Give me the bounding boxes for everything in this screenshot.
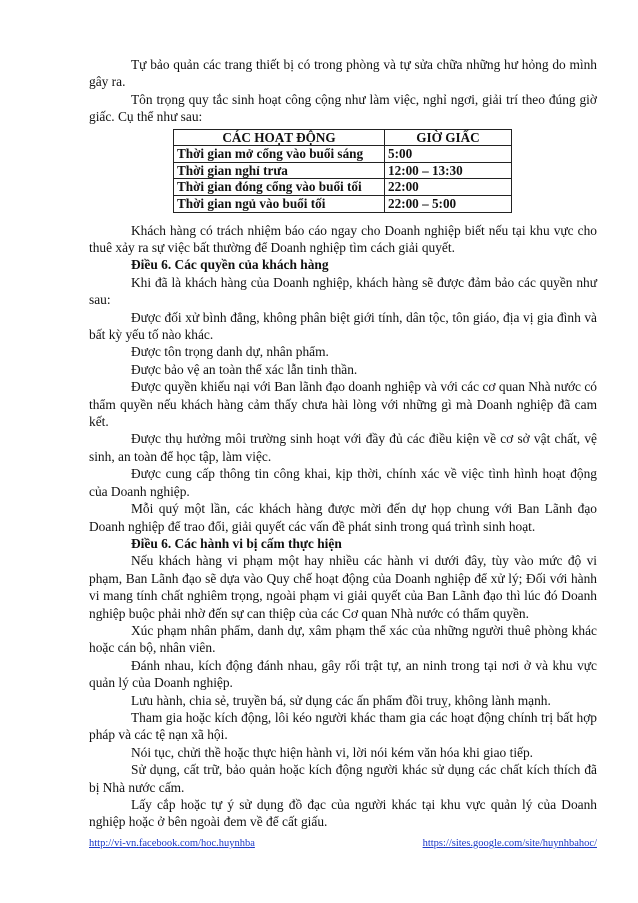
column-header-time: GIỜ GIẤC xyxy=(385,129,512,146)
paragraph: Được thụ hưởng môi trường sinh hoạt với đầy đủ các điều kiện về cơ sở vật chất, vệ sinh, an toàn để học tập, làm việc. xyxy=(89,431,597,464)
paragraph: Được quyền khiếu nại với Ban lãnh đạo doanh nghiệp và với các cơ quan Nhà nước có thẩm quyền nếu khách hàng cảm thấy chưa hài lòng với những gì mà Doanh nghiệp đã cam kết. xyxy=(89,379,597,430)
activity-cell: Thời gian nghỉ trưa xyxy=(174,162,385,179)
paragraph: Tham gia hoặc kích động, lôi kéo người khác tham gia các hoạt động chính trị bất hợp pháp và các tệ nạn xã hội. xyxy=(89,709,597,743)
schedule-table xyxy=(173,129,512,213)
paragraph: Nói tục, chửi thề hoặc thực hiện hành vi, lời nói kém văn hóa khi giao tiếp. xyxy=(131,744,534,760)
table-header-row xyxy=(174,129,512,146)
activity-cell: Thời gian mở cổng vào buổi sáng xyxy=(174,146,385,163)
paragraph: Khi đã là khách hàng của Doanh nghiệp, khách hàng sẽ được đảm bảo các quyền như sau: xyxy=(89,274,597,308)
time-cell: 22:00 xyxy=(385,179,512,196)
section-heading-rights: Điều 6. Các quyền của khách hàng xyxy=(131,257,329,273)
column-header-activity: CÁC HOẠT ĐỘNG xyxy=(174,129,385,146)
time-cell: 22:00 – 5:00 xyxy=(385,196,512,213)
paragraph: Khách hàng có trách nhiệm báo cáo ngay cho Doanh nghiệp biết nếu tại khu vực cho thuê xảy ra sự việc bất thường để Doanh nghiệp tìm cách giải quyết. xyxy=(89,222,597,255)
paragraph: Được đối xử bình đẳng, không phân biệt giới tính, dân tộc, tôn giáo, địa vị gia đình và bất kỳ yếu tố nào khác. xyxy=(89,309,597,343)
table-row xyxy=(174,146,512,163)
google-sites-link[interactable]: https://sites.google.com/site/huynhbahoc/ xyxy=(422,838,597,849)
time-cell: 5:00 xyxy=(385,146,512,163)
activity-cell: Thời gian ngủ vào buổi tối xyxy=(174,196,385,213)
paragraph: Sử dụng, cất trữ, bảo quản hoặc kích động người khác sử dụng các chất kích thích đã bị Nhà nước cấm. xyxy=(89,762,597,795)
paragraph: Xúc phạm nhân phẩm, danh dự, xâm phạm thể xác của những người thuê phòng khác hoặc cán bộ, nhân viên. xyxy=(89,622,597,656)
paragraph: Được bảo vệ an toàn thể xác lẫn tinh thần. xyxy=(131,361,358,377)
table-row xyxy=(174,196,512,213)
paragraph: Lấy cắp hoặc tự ý sử dụng đồ đạc của người khác tại khu vực quản lý của Doanh nghiệp hoặc ở bên ngoài đem về để cất giấu. xyxy=(89,797,597,830)
paragraph: Đánh nhau, kích động đánh nhau, gây rối trật tự, an ninh trong tại nơi ở và khu vực quản lý của Doanh nghiệp. xyxy=(89,657,597,691)
table-row xyxy=(174,179,512,196)
page-footer xyxy=(89,838,597,852)
paragraph: Được cung cấp thông tin công khai, kịp thời, chính xác về việc tình hình hoạt động của Doanh nghiệp. xyxy=(89,466,597,499)
paragraph: Tự bảo quản các trang thiết bị có trong phòng và tự sửa chữa những hư hỏng do mình gây ra. xyxy=(89,57,597,90)
paragraph: Nếu khách hàng vi phạm một hay nhiều các hành vi dưới đây, tùy vào mức độ vi phạm, Ban Lãnh đạo sẽ dựa vào Quy chế hoạt động của Doanh nghiệp để xử lý; Đối với hành vi mang tính chất nghiêm trọng, ngoài phạm vi giải quyết của Ban Lãnh đạo thì lúc đó Doanh nghiệp buộc phải nhờ đến sự can thiệp của các Cơ quan Nhà nước có thẩm quyền. xyxy=(89,553,597,621)
facebook-link[interactable]: http://vi-vn.facebook.com/hoc.huynhba xyxy=(89,838,255,849)
document-body xyxy=(89,56,597,831)
paragraph: Mỗi quý một lần, các khách hàng được mời đến dự họp chung với Ban Lãnh đạo Doanh nghiệp để trao đổi, giải quyết các vấn đề phát sinh trong quá trình sinh hoạt. xyxy=(89,501,597,534)
paragraph: Lưu hành, chia sẻ, truyền bá, sử dụng các ấn phẩm đồi truỵ, không lành mạnh. xyxy=(131,692,551,708)
activity-cell: Thời gian đóng cổng vào buổi tối xyxy=(174,179,385,196)
paragraph: Tôn trọng quy tắc sinh hoạt công cộng như làm việc, nghỉ ngơi, giải trí theo đúng giờ giấc. Cụ thể như sau: xyxy=(89,91,597,125)
time-cell: 12:00 – 13:30 xyxy=(385,162,512,179)
table-row xyxy=(174,162,512,179)
section-heading-prohibited: Điều 6. Các hành vi bị cấm thực hiện xyxy=(131,535,342,551)
paragraph: Được tôn trọng danh dự, nhân phẩm. xyxy=(131,344,329,360)
